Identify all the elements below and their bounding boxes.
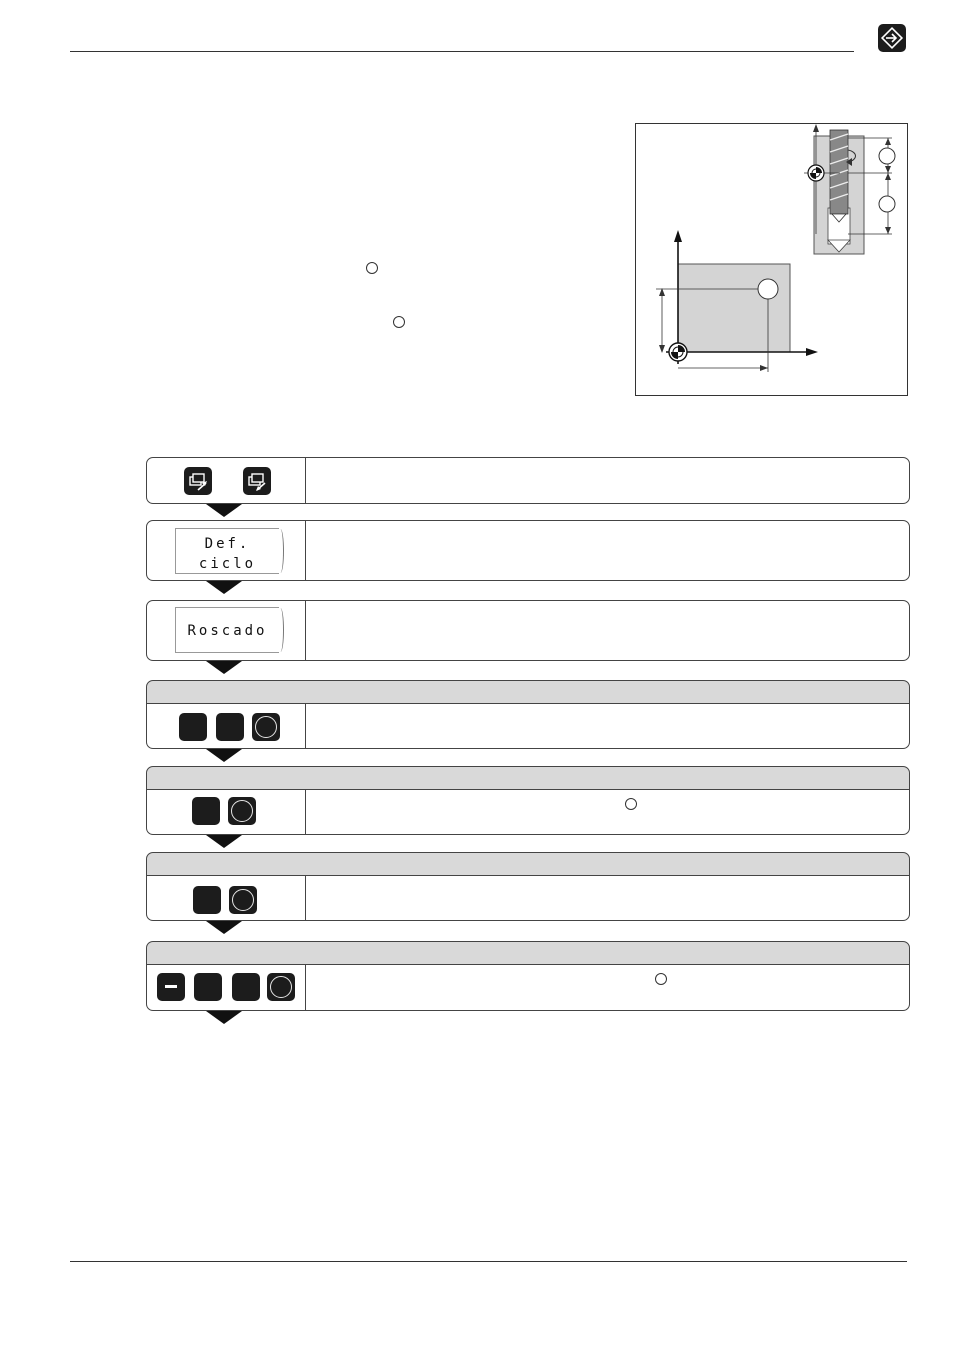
digit-key[interactable] bbox=[192, 797, 220, 825]
step-key-cell bbox=[147, 521, 306, 580]
step-key-cell bbox=[147, 704, 306, 748]
flow-arrow bbox=[206, 661, 242, 674]
step-header-bar bbox=[146, 941, 910, 965]
step-key-cell bbox=[147, 601, 306, 660]
step-roscado bbox=[146, 600, 910, 661]
step-input-3 bbox=[146, 875, 910, 921]
softkey-roscado-label: Roscado bbox=[187, 623, 268, 639]
step-text-cell bbox=[306, 790, 909, 834]
enter-key-icon[interactable] bbox=[267, 973, 295, 1001]
digit-key[interactable] bbox=[193, 886, 221, 914]
bottom-rule bbox=[70, 1261, 907, 1262]
flow-arrow bbox=[206, 749, 242, 762]
step-key-cell bbox=[147, 876, 306, 920]
step-text-cell bbox=[306, 521, 909, 580]
step-text-cell bbox=[306, 458, 909, 503]
step-text-cell bbox=[306, 965, 909, 1010]
softkey-roscado[interactable] bbox=[175, 607, 279, 653]
step-header-bar bbox=[146, 852, 910, 876]
tapping-figure bbox=[635, 123, 908, 396]
step-key-cell bbox=[147, 458, 306, 503]
digit-key[interactable] bbox=[232, 973, 260, 1001]
window-arrow-up-icon[interactable] bbox=[184, 467, 212, 495]
flow-arrow bbox=[206, 581, 242, 594]
step-header-bar bbox=[146, 680, 910, 704]
enter-key-icon[interactable] bbox=[229, 886, 257, 914]
step-input-2 bbox=[146, 789, 910, 835]
step-key-cell bbox=[147, 790, 306, 834]
step-text-cell bbox=[306, 601, 909, 660]
flow-arrow bbox=[206, 504, 242, 517]
digit-key[interactable] bbox=[216, 713, 244, 741]
step-key-cell bbox=[147, 965, 306, 1010]
step-input-1 bbox=[146, 703, 910, 749]
enter-key-icon[interactable] bbox=[252, 713, 280, 741]
reference-circle-2 bbox=[393, 316, 405, 328]
step-text-cell bbox=[306, 876, 909, 920]
top-rule bbox=[70, 51, 854, 52]
flow-arrow bbox=[206, 835, 242, 848]
flow-arrow bbox=[206, 1011, 242, 1024]
digit-key[interactable] bbox=[194, 973, 222, 1001]
softkey-def-ciclo-line2: ciclo bbox=[198, 556, 257, 572]
reference-circle-4 bbox=[655, 973, 667, 985]
entry-arrow-icon bbox=[878, 24, 906, 52]
enter-key-icon[interactable] bbox=[228, 797, 256, 825]
minus-key-icon[interactable] bbox=[157, 973, 185, 1001]
step-text-cell bbox=[306, 704, 909, 748]
digit-key[interactable] bbox=[179, 713, 207, 741]
step-header-bar bbox=[146, 766, 910, 790]
step-input-4 bbox=[146, 964, 910, 1011]
reference-circle-1 bbox=[366, 262, 378, 274]
step-select-function bbox=[146, 457, 910, 504]
softkey-def-ciclo[interactable] bbox=[175, 528, 279, 574]
softkey-def-ciclo-line1: Def. bbox=[204, 536, 251, 552]
flow-arrow bbox=[206, 921, 242, 934]
minus-bar bbox=[165, 985, 177, 988]
window-arrow-down-icon[interactable] bbox=[243, 467, 271, 495]
reference-circle-3 bbox=[625, 798, 637, 810]
step-def-ciclo bbox=[146, 520, 910, 581]
